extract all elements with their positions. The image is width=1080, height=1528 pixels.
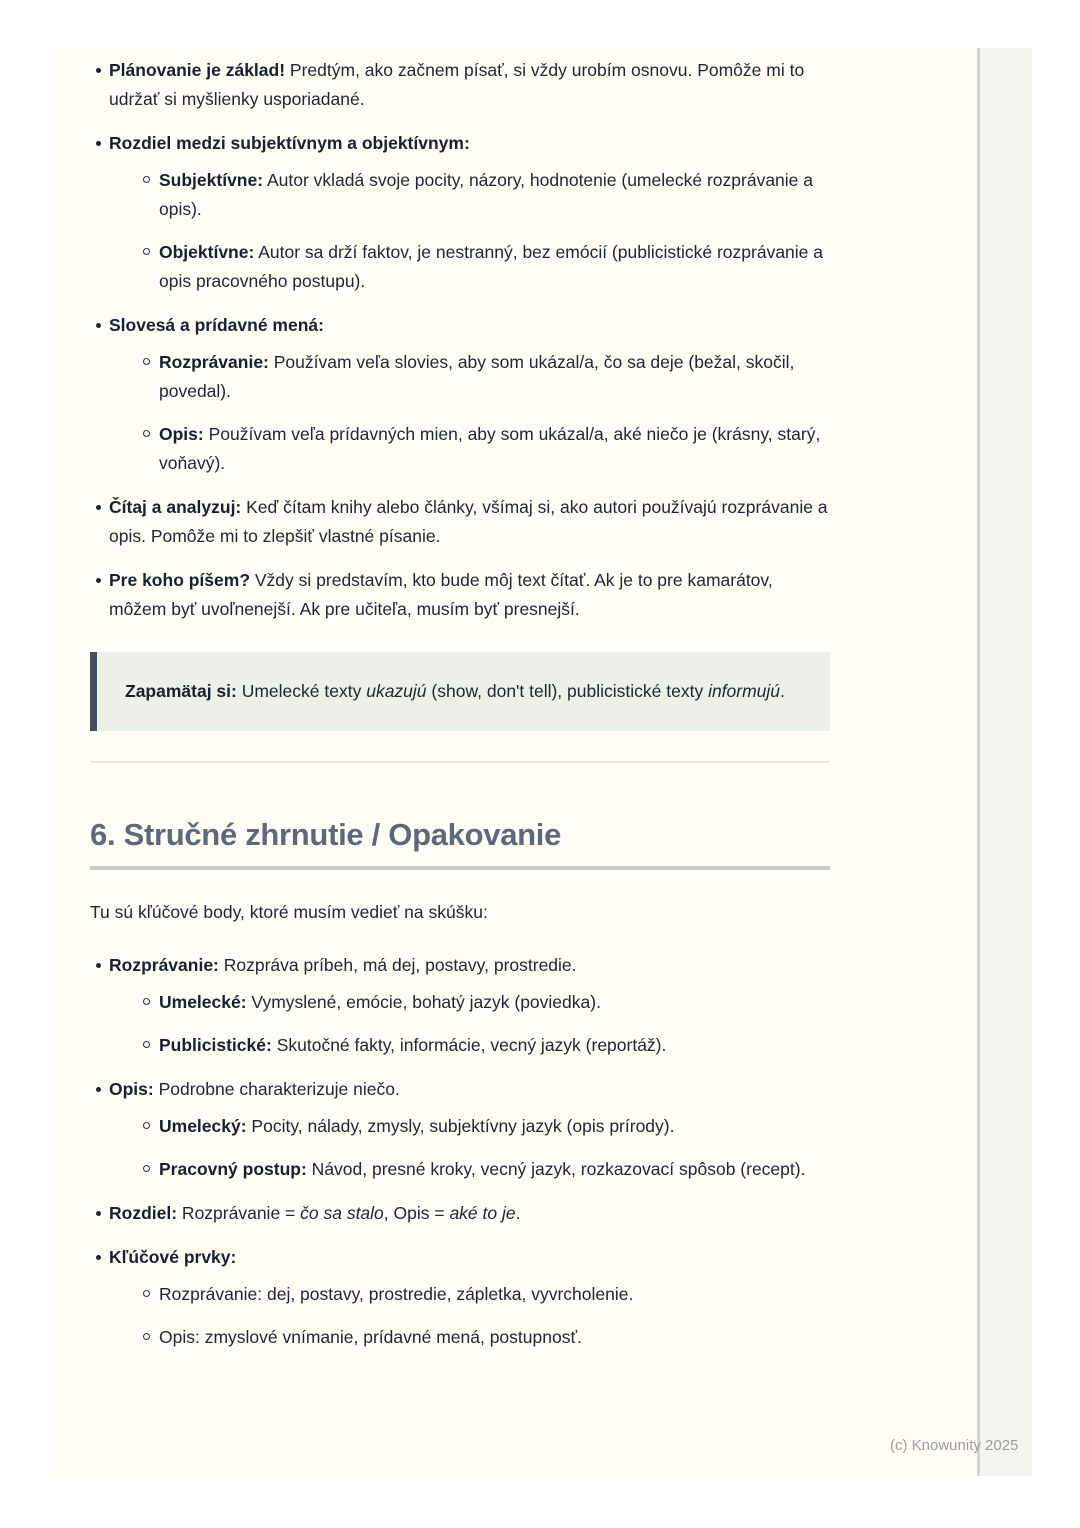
list-item-body: Predtým, ako začnem písať, si vždy urobím osnovu. Pomôže mi to udržať si myšlienky usporiadané. bbox=[109, 60, 805, 109]
list-item bbox=[90, 56, 830, 114]
summary-bullet-list bbox=[90, 951, 830, 1352]
callout-lead: Zapamätaj si: bbox=[125, 681, 237, 701]
sub-list-item bbox=[140, 1031, 830, 1060]
list-item bbox=[90, 566, 830, 624]
sub-bullet-list bbox=[140, 1280, 830, 1352]
sub-bullet-list bbox=[140, 348, 830, 478]
list-item bbox=[90, 493, 830, 551]
list-item-lead: Rozprávanie: bbox=[159, 352, 269, 372]
list-item-body: Vždy si predstavím, kto bude môj text čítať. Ak je to pre kamarátov, môžem byť uvoľnenejší. Ak pre učiteľa, musím byť presnejší. bbox=[109, 570, 773, 619]
list-item-lead: Čítaj a analyzuj: bbox=[109, 497, 242, 517]
remember-callout bbox=[90, 652, 830, 731]
sub-bullet-list bbox=[140, 1112, 830, 1184]
list-item-body: Keď čítam knihy alebo články, všímaj si, ako autori používajú rozprávanie a opis. Pomôže mi to zlepšiť vlastné písanie. bbox=[109, 497, 828, 546]
list-item-text bbox=[109, 566, 830, 624]
list-item-text bbox=[159, 1112, 830, 1141]
section-intro: Tu sú kľúčové body, ktoré musím vedieť na skúšku: bbox=[90, 902, 488, 922]
sub-bullet-list bbox=[140, 166, 830, 296]
callout-text: (show, don't tell), publicistické texty bbox=[426, 681, 709, 701]
list-item-body: Opis: zmyslové vnímanie, prídavné mená, postupnosť. bbox=[159, 1327, 582, 1347]
sub-list-item bbox=[140, 1112, 830, 1141]
copyright-watermark: (c) Knowunity 2025 bbox=[890, 1437, 1019, 1454]
list-item-body: Rozprávanie = bbox=[177, 1203, 301, 1223]
list-item bbox=[90, 951, 830, 1060]
list-item-lead: Pracovný postup: bbox=[159, 1159, 307, 1179]
list-item-text bbox=[159, 238, 830, 296]
list-item-lead: Pre koho píšem? bbox=[109, 570, 251, 590]
list-item-body: Podrobne charakterizuje niečo. bbox=[153, 1079, 400, 1099]
list-item-italic: aké to je bbox=[449, 1203, 516, 1223]
callout-italic: informujú bbox=[708, 681, 781, 701]
list-item bbox=[90, 129, 830, 296]
list-item-text bbox=[159, 348, 830, 406]
list-item-body: Používam veľa prídavných mien, aby som ukázal/a, aké niečo je (krásny, starý, voňavý). bbox=[159, 424, 821, 473]
list-item-text bbox=[159, 1280, 830, 1309]
sub-list-item bbox=[140, 1323, 830, 1352]
sub-bullet-list bbox=[140, 988, 830, 1060]
list-item bbox=[90, 1075, 830, 1184]
document-content bbox=[90, 48, 830, 1367]
list-item-lead: Opis: bbox=[109, 1079, 154, 1099]
list-item-lead: Rozdiel medzi subjektívnym a objektívnym: bbox=[109, 133, 470, 153]
callout-text: Umelecké texty bbox=[236, 681, 367, 701]
list-item bbox=[90, 1243, 830, 1352]
heading-underline bbox=[90, 866, 830, 870]
sub-list-item bbox=[140, 1280, 830, 1309]
list-item-text bbox=[109, 311, 830, 340]
list-item-text bbox=[109, 129, 830, 158]
list-item-body: Vymyslené, emócie, bohatý jazyk (poviedka). bbox=[246, 992, 601, 1012]
list-item-text bbox=[109, 1243, 830, 1272]
list-item-body: Autor sa drží faktov, je nestranný, bez emócií (publicistické rozprávanie a opis pracovného postupu). bbox=[159, 242, 824, 291]
list-item-text bbox=[159, 1031, 830, 1060]
sub-list-item bbox=[140, 348, 830, 406]
list-item-text bbox=[159, 988, 830, 1017]
list-item-body: Používam veľa slovies, aby som ukázal/a, čo sa deje (bežal, skočil, povedal). bbox=[159, 352, 795, 401]
list-item-text bbox=[159, 1323, 830, 1352]
list-item-lead: Slovesá a prídavné mená: bbox=[109, 315, 324, 335]
list-item-text bbox=[159, 1155, 830, 1184]
sub-list-item bbox=[140, 1155, 830, 1184]
list-item-lead: Opis: bbox=[159, 424, 204, 444]
list-item-body: Skutočné fakty, informácie, vecný jazyk (reportáž). bbox=[271, 1035, 667, 1055]
list-item-lead: Rozprávanie: bbox=[109, 955, 219, 975]
list-item-lead: Umelecký: bbox=[159, 1116, 247, 1136]
list-item-body: Rozprávanie: dej, postavy, prostredie, zápletka, vyvrcholenie. bbox=[159, 1284, 634, 1304]
list-item-lead: Kľúčové prvky: bbox=[109, 1247, 237, 1267]
callout-italic: ukazujú bbox=[366, 681, 427, 701]
sub-list-item bbox=[140, 988, 830, 1017]
list-item-lead: Publicistické: bbox=[159, 1035, 272, 1055]
notes-bullet-list bbox=[90, 56, 830, 624]
list-item-body: Rozpráva príbeh, má dej, postavy, prostredie. bbox=[218, 955, 577, 975]
sub-list-item bbox=[140, 238, 830, 296]
list-item-text bbox=[109, 1199, 830, 1228]
list-item-body: , Opis = bbox=[383, 1203, 450, 1223]
next-page-edge bbox=[977, 48, 1032, 1476]
list-item-text bbox=[159, 420, 830, 478]
section-heading: 6. Stručné zhrnutie / Opakovanie bbox=[90, 817, 562, 852]
list-item-body: . bbox=[515, 1203, 521, 1223]
section-divider bbox=[90, 761, 830, 763]
list-item-text bbox=[109, 1075, 830, 1104]
sub-list-item bbox=[140, 166, 830, 224]
list-item-text bbox=[109, 56, 830, 114]
list-item-text bbox=[109, 493, 830, 551]
list-item bbox=[90, 1199, 830, 1228]
list-item-lead: Subjektívne: bbox=[159, 170, 264, 190]
list-item-italic: čo sa stalo bbox=[300, 1203, 384, 1223]
callout-text: . bbox=[780, 681, 785, 701]
document-page bbox=[47, 48, 978, 1476]
list-item-text bbox=[159, 166, 830, 224]
sub-list-item bbox=[140, 420, 830, 478]
list-item-lead: Rozdiel: bbox=[109, 1203, 178, 1223]
list-item-lead: Objektívne: bbox=[159, 242, 255, 262]
list-item bbox=[90, 311, 830, 478]
list-item-body: Návod, presné kroky, vecný jazyk, rozkazovací spôsob (recept). bbox=[306, 1159, 806, 1179]
list-item-body: Autor vkladá svoje pocity, názory, hodnotenie (umelecké rozprávanie a opis). bbox=[159, 170, 813, 219]
list-item-text bbox=[109, 951, 830, 980]
list-item-lead: Umelecké: bbox=[159, 992, 247, 1012]
list-item-lead: Plánovanie je základ! bbox=[109, 60, 286, 80]
list-item-body: Pocity, nálady, zmysly, subjektívny jazyk (opis prírody). bbox=[246, 1116, 675, 1136]
